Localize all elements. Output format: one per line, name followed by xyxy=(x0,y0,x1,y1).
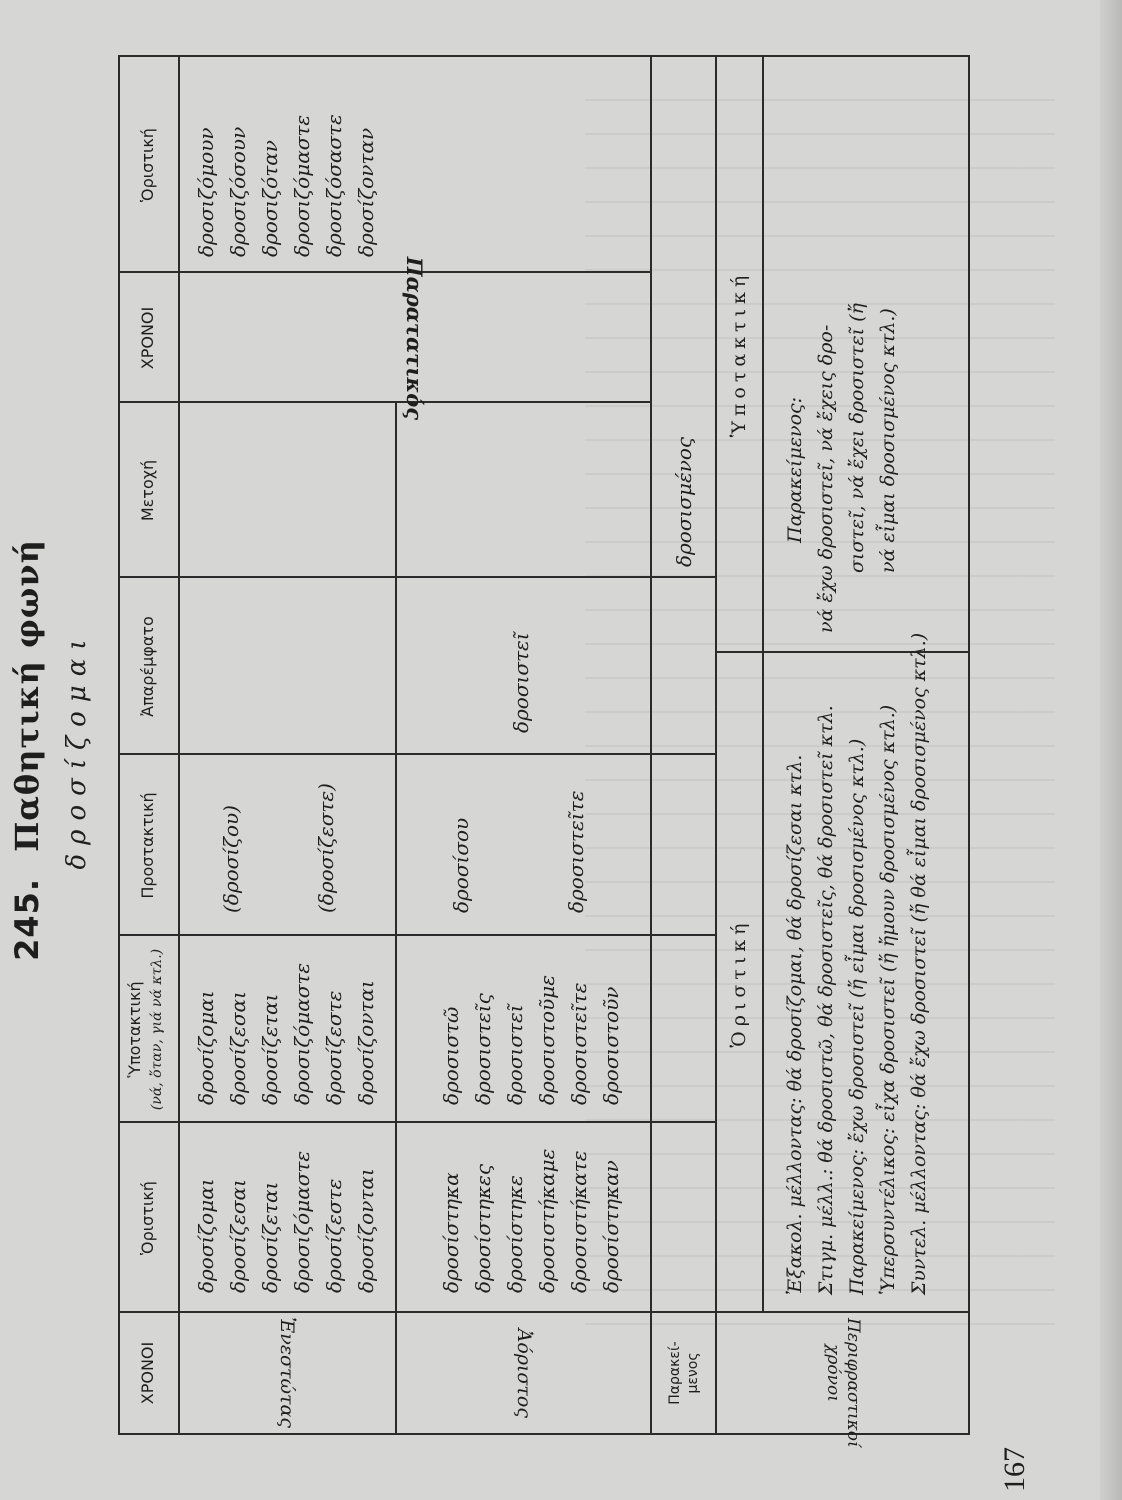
aorist-indicative-list xyxy=(435,1149,627,1293)
list-item: δροσιζόμαστε xyxy=(290,1150,314,1293)
verb-subtitle: δροσίζομαι xyxy=(62,630,92,870)
list-item: Συντελ. μέλλοντας: θά ἔχω δροσιστεῖ (ἤ θά εἶμαι δροσισμένος κτλ.) xyxy=(908,632,930,1295)
list-item: δροσιζόμουν xyxy=(194,127,218,257)
list-item: δροσίζεστε xyxy=(322,990,346,1105)
col-divider-subjunctive xyxy=(120,934,715,936)
row-label-imperfect: Παρατατικός xyxy=(402,256,427,420)
page-number: 167 xyxy=(998,1447,1031,1492)
list-item: δροσιστοῦν xyxy=(599,986,623,1105)
list-item: δροσίζεται xyxy=(258,993,282,1105)
header-subjunctive-particles: (νά, ὅταν, γιά νά κτλ.) xyxy=(149,948,165,1111)
list-item: Ὑπερσυντέλικος: εἶχα δροσιστεῖ (ἤ ἤμουν δροσισμένος κτλ.) xyxy=(877,704,899,1295)
conjugation-table xyxy=(118,55,970,1448)
list-item: δροσιζόσαστε xyxy=(322,114,346,257)
header-indicative: Ὁριστική xyxy=(138,1181,157,1255)
header-participle: Μετοχή xyxy=(138,459,157,522)
header-separator xyxy=(178,57,180,1433)
present-indicative-list xyxy=(190,1151,382,1293)
row-label-periphrastic: Περιφραστικοί χρόνοι xyxy=(822,1318,863,1448)
perfect-participle: δροσισμένος xyxy=(672,436,696,567)
row-separator-perfect xyxy=(715,57,717,1433)
row-label-perfect-text: Παρακεί-μενος xyxy=(666,1341,701,1405)
list-item: δροσίζομαι xyxy=(194,1178,218,1293)
list-item: δροσίζονται xyxy=(354,1168,378,1293)
row-label-aorist: Ἀόριστος xyxy=(512,1328,535,1418)
list-item: δροσιστεῖ xyxy=(503,1004,527,1105)
mood-label-subjunctive: Ὑποτακτική xyxy=(728,270,750,438)
periphrastic-subjunctive-list xyxy=(780,303,904,633)
present-imperative-1: (δροσίζου) xyxy=(219,805,243,913)
header-indicative-right: Ὁριστική xyxy=(138,128,157,202)
list-item: δροσιζόταν xyxy=(258,140,282,257)
col-divider-infinitive xyxy=(120,576,715,578)
list-item: δροσιστοῦμε xyxy=(535,975,559,1105)
aorist-subjunctive-list xyxy=(435,975,627,1105)
list-item: δροσιστήκαμε xyxy=(535,1148,559,1293)
list-item: δροσίζεται xyxy=(258,1181,282,1293)
header-tenses: ΧΡΟΝΟΙ xyxy=(138,1341,157,1405)
section-number: 245. xyxy=(8,877,46,961)
row-separator-present xyxy=(395,403,397,1433)
title-text: Παθητική φωνή xyxy=(8,539,46,852)
header-tenses-right: ΧΡΟΝΟΙ xyxy=(138,306,157,370)
list-item: νά ἔχω δροσιστεῖ, νά ἔχεις δρο- xyxy=(815,324,837,633)
row-label-perfect xyxy=(652,1313,715,1433)
col-divider-imperative xyxy=(120,753,715,755)
aorist-imperative-2: δροσιστεῖτε xyxy=(564,790,588,913)
list-item: Στιγμ. μέλλ.: θά δροσιστῶ, θά δροσιστεῖς, θά δροσιστεῖ κτλ. xyxy=(815,705,837,1295)
list-item: δροσίστηκα xyxy=(439,1172,463,1293)
row-label-present: Ἐνεστώτας xyxy=(276,1317,298,1429)
mood-label-separator xyxy=(762,57,764,1313)
list-item: δροσίζεσαι xyxy=(226,991,250,1105)
imperfect-indicative-list xyxy=(190,114,382,257)
header-subjunctive: Ὑποτακτική xyxy=(125,981,144,1078)
list-item: δροσίζονταν xyxy=(354,127,378,257)
aorist-infinitive: δροσιστεῖ xyxy=(509,632,533,733)
header-infinitive: Ἀπαρέμφατο xyxy=(138,616,157,717)
row-separator-aorist xyxy=(650,57,652,1433)
list-item: δροσιστήκατε xyxy=(567,1150,591,1293)
list-item: δροσίστηκαν xyxy=(599,1160,623,1293)
list-item: δροσίστηκες xyxy=(471,1163,495,1293)
present-imperative-2: (δροσίζεστε) xyxy=(314,783,338,913)
list-item: δροσιζόμαστε xyxy=(290,114,314,257)
page-title xyxy=(8,60,46,1440)
list-item: σιστεῖ, νά ἔχει δροσιστεῖ (ἤ xyxy=(846,303,868,573)
list-item: δροσίζονται xyxy=(354,980,378,1105)
list-item: δροσίζεστε xyxy=(322,1178,346,1293)
present-subjunctive-list xyxy=(190,963,382,1105)
col-divider-indicative xyxy=(120,1121,715,1123)
list-item: δροσιστῶ xyxy=(439,1006,463,1105)
list-item: δροσιζόμαστε xyxy=(290,962,314,1105)
header-imperative: Προστακτική xyxy=(138,792,157,899)
list-item: Ἐξακολ. μέλλοντας: θά δροσίζομαι, θά δροσίζεσαι κτλ. xyxy=(784,754,806,1295)
list-item: δροσίζεσαι xyxy=(226,1179,250,1293)
mood-label-indicative: Ὁριστική xyxy=(728,918,750,1048)
list-item: δροσιζόσουν xyxy=(226,126,250,257)
list-item: δροσίστηκε xyxy=(503,1175,527,1293)
list-item: νά εἶμαι δροσισμένος κτλ.) xyxy=(877,308,899,573)
list-item: Παρακείμενος: ἔχω δροσιστεῖ (ἤ εἶμαι δροσισμένος κτλ.) xyxy=(846,738,868,1295)
list-item: δροσιστεῖτε xyxy=(567,982,591,1105)
list-item: Παρακείμενος: xyxy=(784,396,806,543)
aorist-imperative-1: δροσίσου xyxy=(449,817,473,913)
periphrastic-indicative-list xyxy=(780,633,935,1295)
list-item: δροσιστεῖς xyxy=(471,993,495,1105)
list-item: δροσίζομαι xyxy=(194,990,218,1105)
